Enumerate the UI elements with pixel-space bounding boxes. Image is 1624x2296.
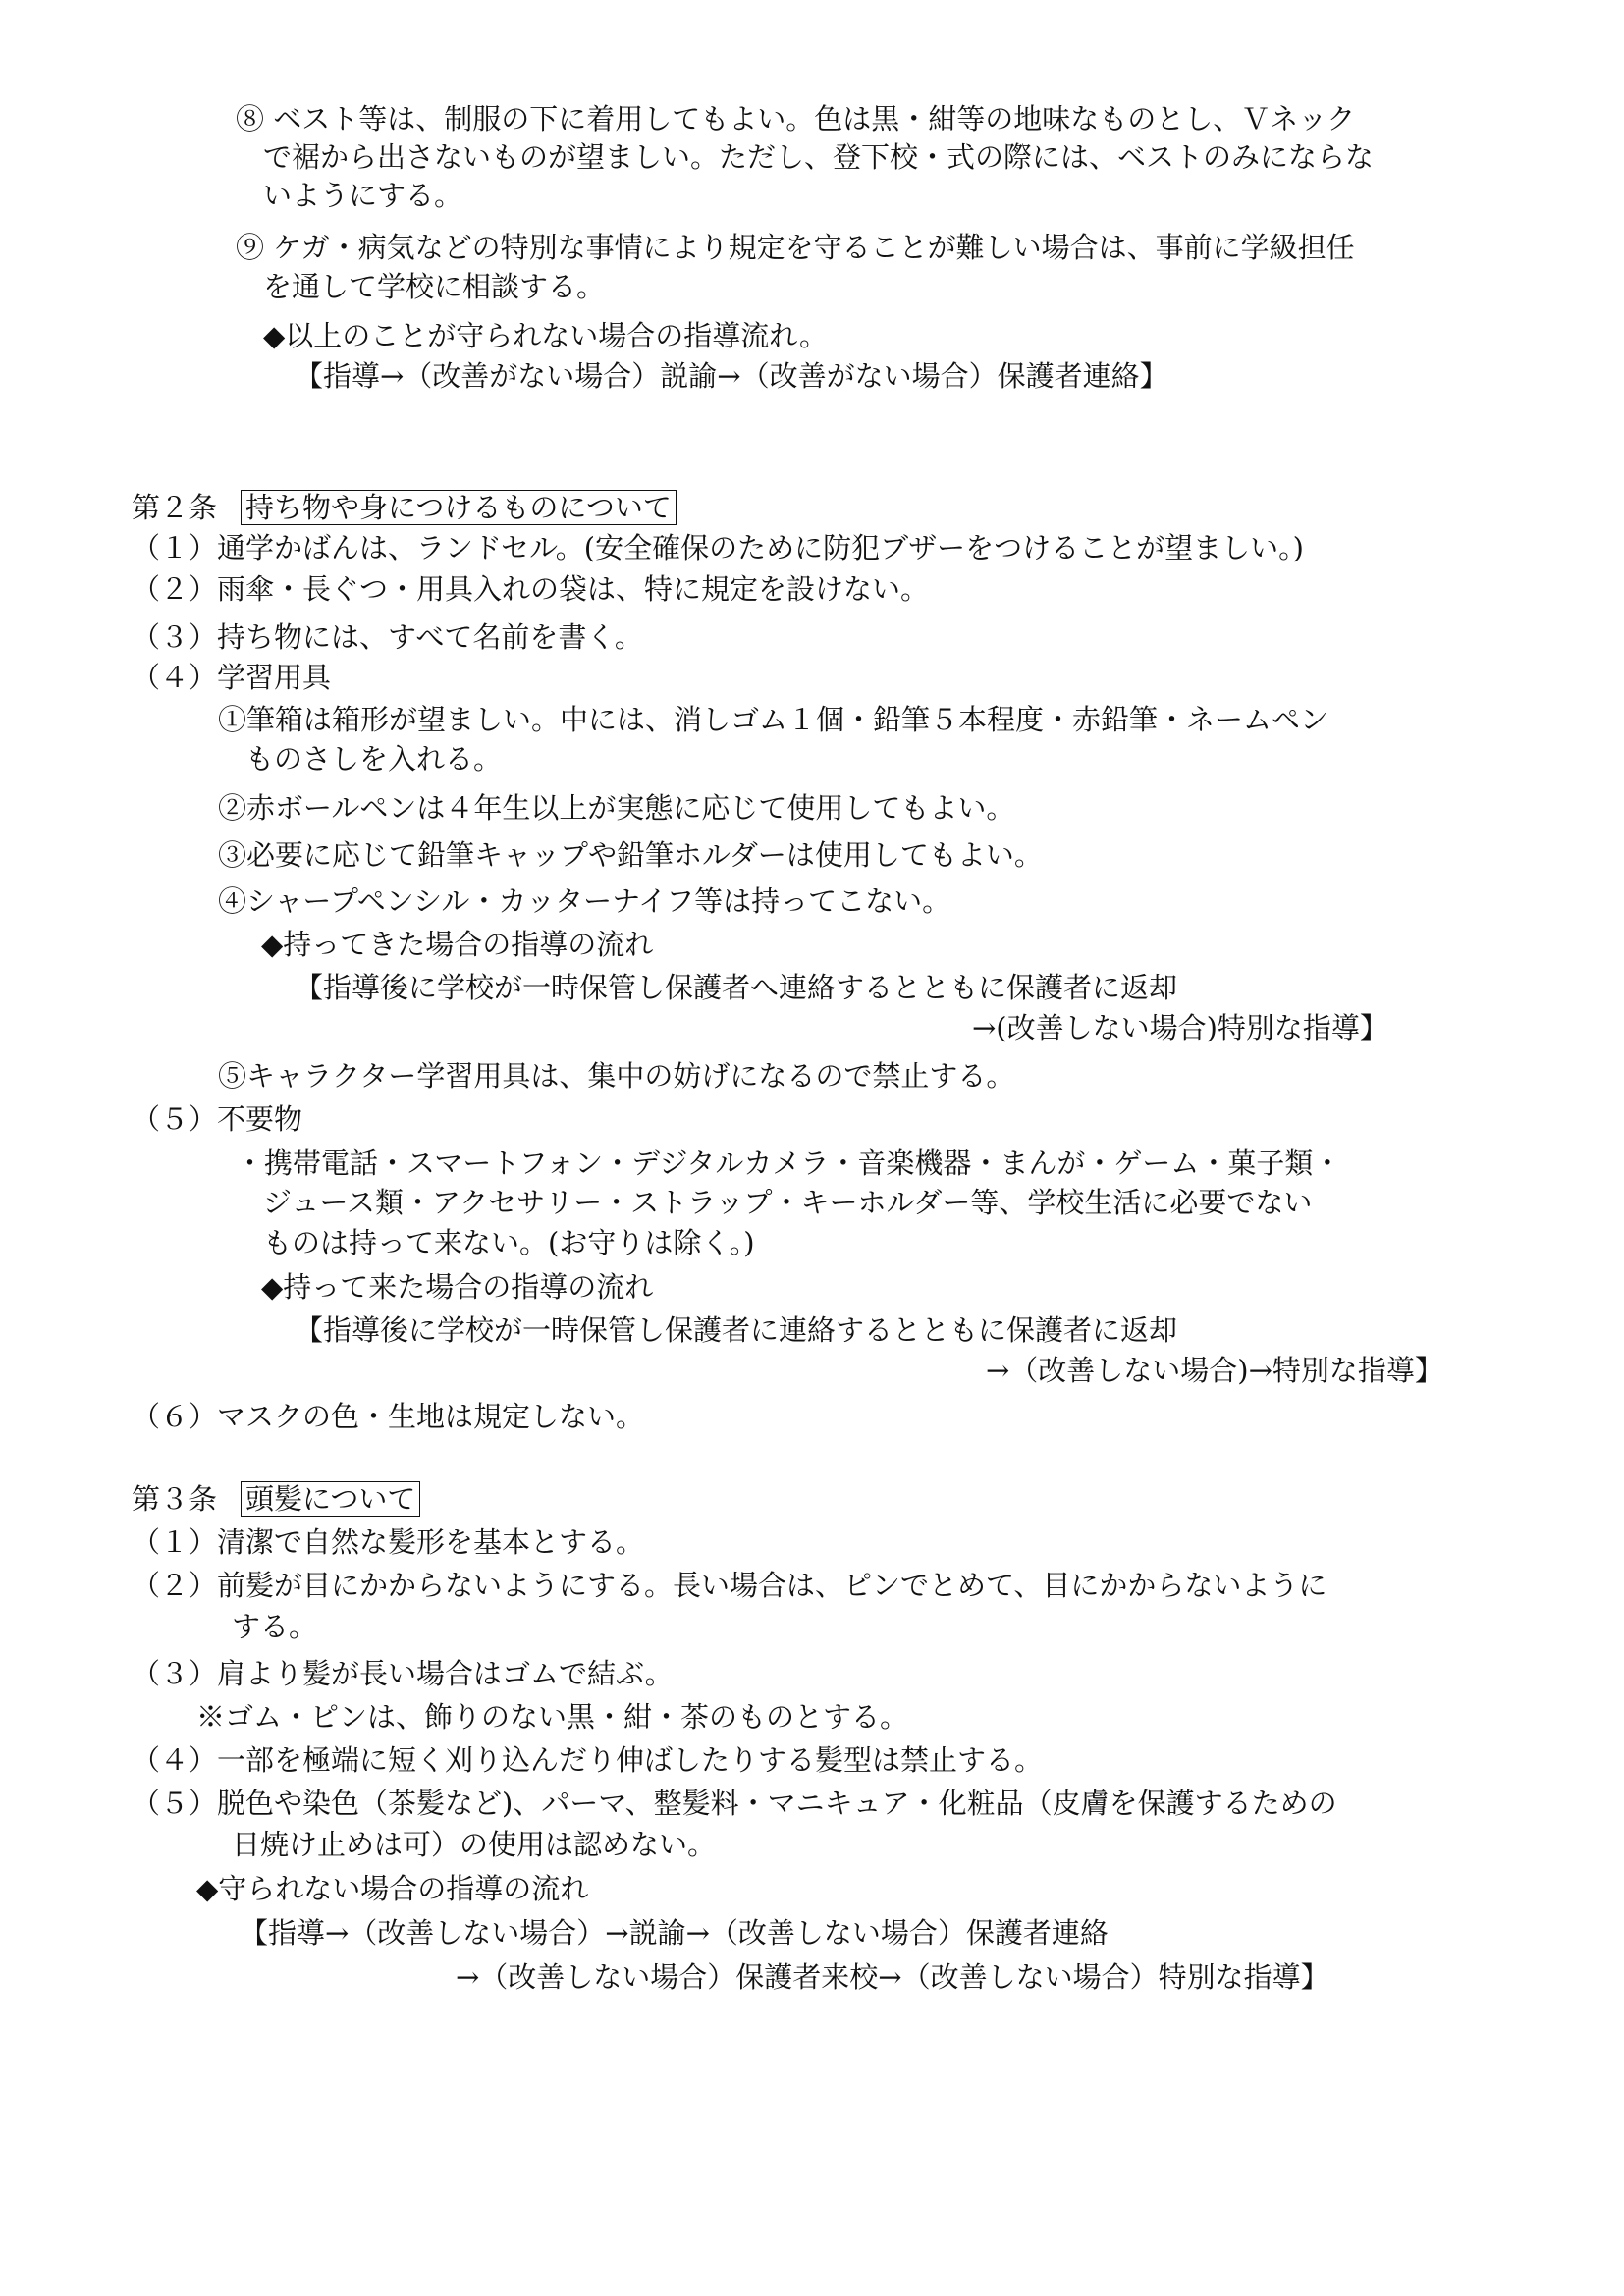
article-3-title: 頭髪について [241,1481,420,1517]
unnecessary-items-flow-line-2: →（改善しない場合)→特別な指導】 [986,1354,1443,1387]
item-9-line-2: を通して学校に相談する。 [263,270,606,303]
article-2-item-5: （５）不要物 [132,1102,303,1136]
unnecessary-items-line-1: ・携帯電話・スマートフォン・デジタルカメラ・音楽機器・まんが・ゲーム・菓子類・ [236,1147,1342,1180]
unnecessary-items-flow-line-1: 【指導後に学校が一時保管し保護者に連絡するとともに保護者に返却 [295,1313,1178,1347]
article-2-label: 第２条 [132,491,218,524]
study-tools-5: ⑤キャラクター学習用具は、集中の妨げになるので禁止する。 [218,1059,1015,1093]
study-tools-1-line-1: ①筆箱は箱形が望ましい。中には、消しゴム１個・鉛筆５本程度・赤鉛筆・ネームペン [218,703,1329,736]
item-8-line-3: いようにする。 [263,179,463,212]
article-3-item-2-line-2: する。 [232,1610,318,1643]
unnecessary-items-flow-heading: ◆持って来た場合の指導の流れ [261,1270,654,1304]
article-3-item-2-line-1: （２）前髪が目にかからないようにする。長い場合は、ピンでとめて、目にかからないように [132,1569,1327,1602]
article-3-item-3: （３）肩より髪が長い場合はゴムで結ぶ。 [132,1657,674,1690]
study-tools-4-flow-line-2: →(改善しない場合)特別な指導】 [972,1011,1388,1044]
unnecessary-items-line-3: ものは持って来ない。(お守りは除く。) [263,1226,755,1259]
item-9-line-1: ⑨ ケガ・病気などの特別な事情により規定を守ることが難しい場合は、事前に学級担任 [236,231,1355,264]
article-2-item-3: （３）持ち物には、すべて名前を書く。 [132,620,643,654]
study-tools-4: ④シャープペンシル・カッターナイフ等は持ってこない。 [218,884,951,918]
guidance-flow-heading: ◆以上のことが守られない場合の指導流れ。 [263,319,829,352]
study-tools-3: ③必要に応じて鉛筆キャップや鉛筆ホルダーは使用してもよい。 [218,838,1043,872]
article-3-item-5-line-1: （５）脱色や染色（茶髪など)、パーマ、整髪料・マニキュア・化粧品（皮膚を保護するための [132,1787,1337,1820]
unnecessary-items-line-2: ジュース類・アクセサリー・ストラップ・キーホルダー等、学校生活に必要でない [263,1186,1313,1219]
article-3-item-3-note: ※ゴム・ピンは、飾りのない黒・紺・茶のものとする。 [196,1700,909,1734]
study-tools-4-flow-heading: ◆持ってきた場合の指導の流れ [261,928,654,961]
article-3-label: 第３条 [132,1482,218,1516]
guidance-flow: 【指導→（改善がない場合）説諭→（改善がない場合）保護者連絡】 [295,359,1168,393]
article-2-heading [132,489,677,527]
article-2-item-6: （６）マスクの色・生地は規定しない。 [132,1400,645,1433]
item-8-line-2: で裾から出さないものが望ましい。ただし、登下校・式の際には、ベストのみにならな [263,140,1375,174]
article-3-item-1: （１）清潔で自然な髪形を基本とする。 [132,1525,645,1559]
article-2-item-4: （４）学習用具 [132,661,332,694]
article-2-item-2: （２）雨傘・長ぐつ・用具入れの袋は、特に規定を設けない。 [132,572,930,606]
study-tools-1-line-2: ものさしを入れる。 [245,742,503,775]
article-3-heading [132,1480,420,1519]
study-tools-2: ②赤ボールペンは４年生以上が実態に応じて使用してもよい。 [218,791,1015,825]
study-tools-4-flow-line-1: 【指導後に学校が一時保管し保護者へ連絡するとともに保護者に返却 [295,971,1178,1004]
article-3-flow-line-2: →（改善しない場合）保護者来校→（改善しない場合）特別な指導】 [456,1960,1329,1994]
article-3-flow-line-1: 【指導→（改善しない場合）→説諭→（改善しない場合）保護者連絡 [240,1916,1109,1949]
article-3-item-5-line-2: 日焼け止めは可）の使用は認めない。 [232,1828,717,1861]
article-3-flow-heading: ◆守られない場合の指導の流れ [196,1872,589,1905]
item-8-line-1: ⑧ ベスト等は、制服の下に着用してもよい。色は黒・紺等の地味なものとし、Ｖネック [236,102,1356,135]
article-2-item-1: （１）通学かばんは、ランドセル。(安全確保のために防犯ブザーをつけることが望ましい。) [132,531,1304,564]
article-2-title: 持ち物や身につけるものについて [241,490,677,525]
article-3-item-4: （４）一部を極端に短く刈り込んだり伸ばしたりする髪型は禁止する。 [132,1743,1044,1777]
